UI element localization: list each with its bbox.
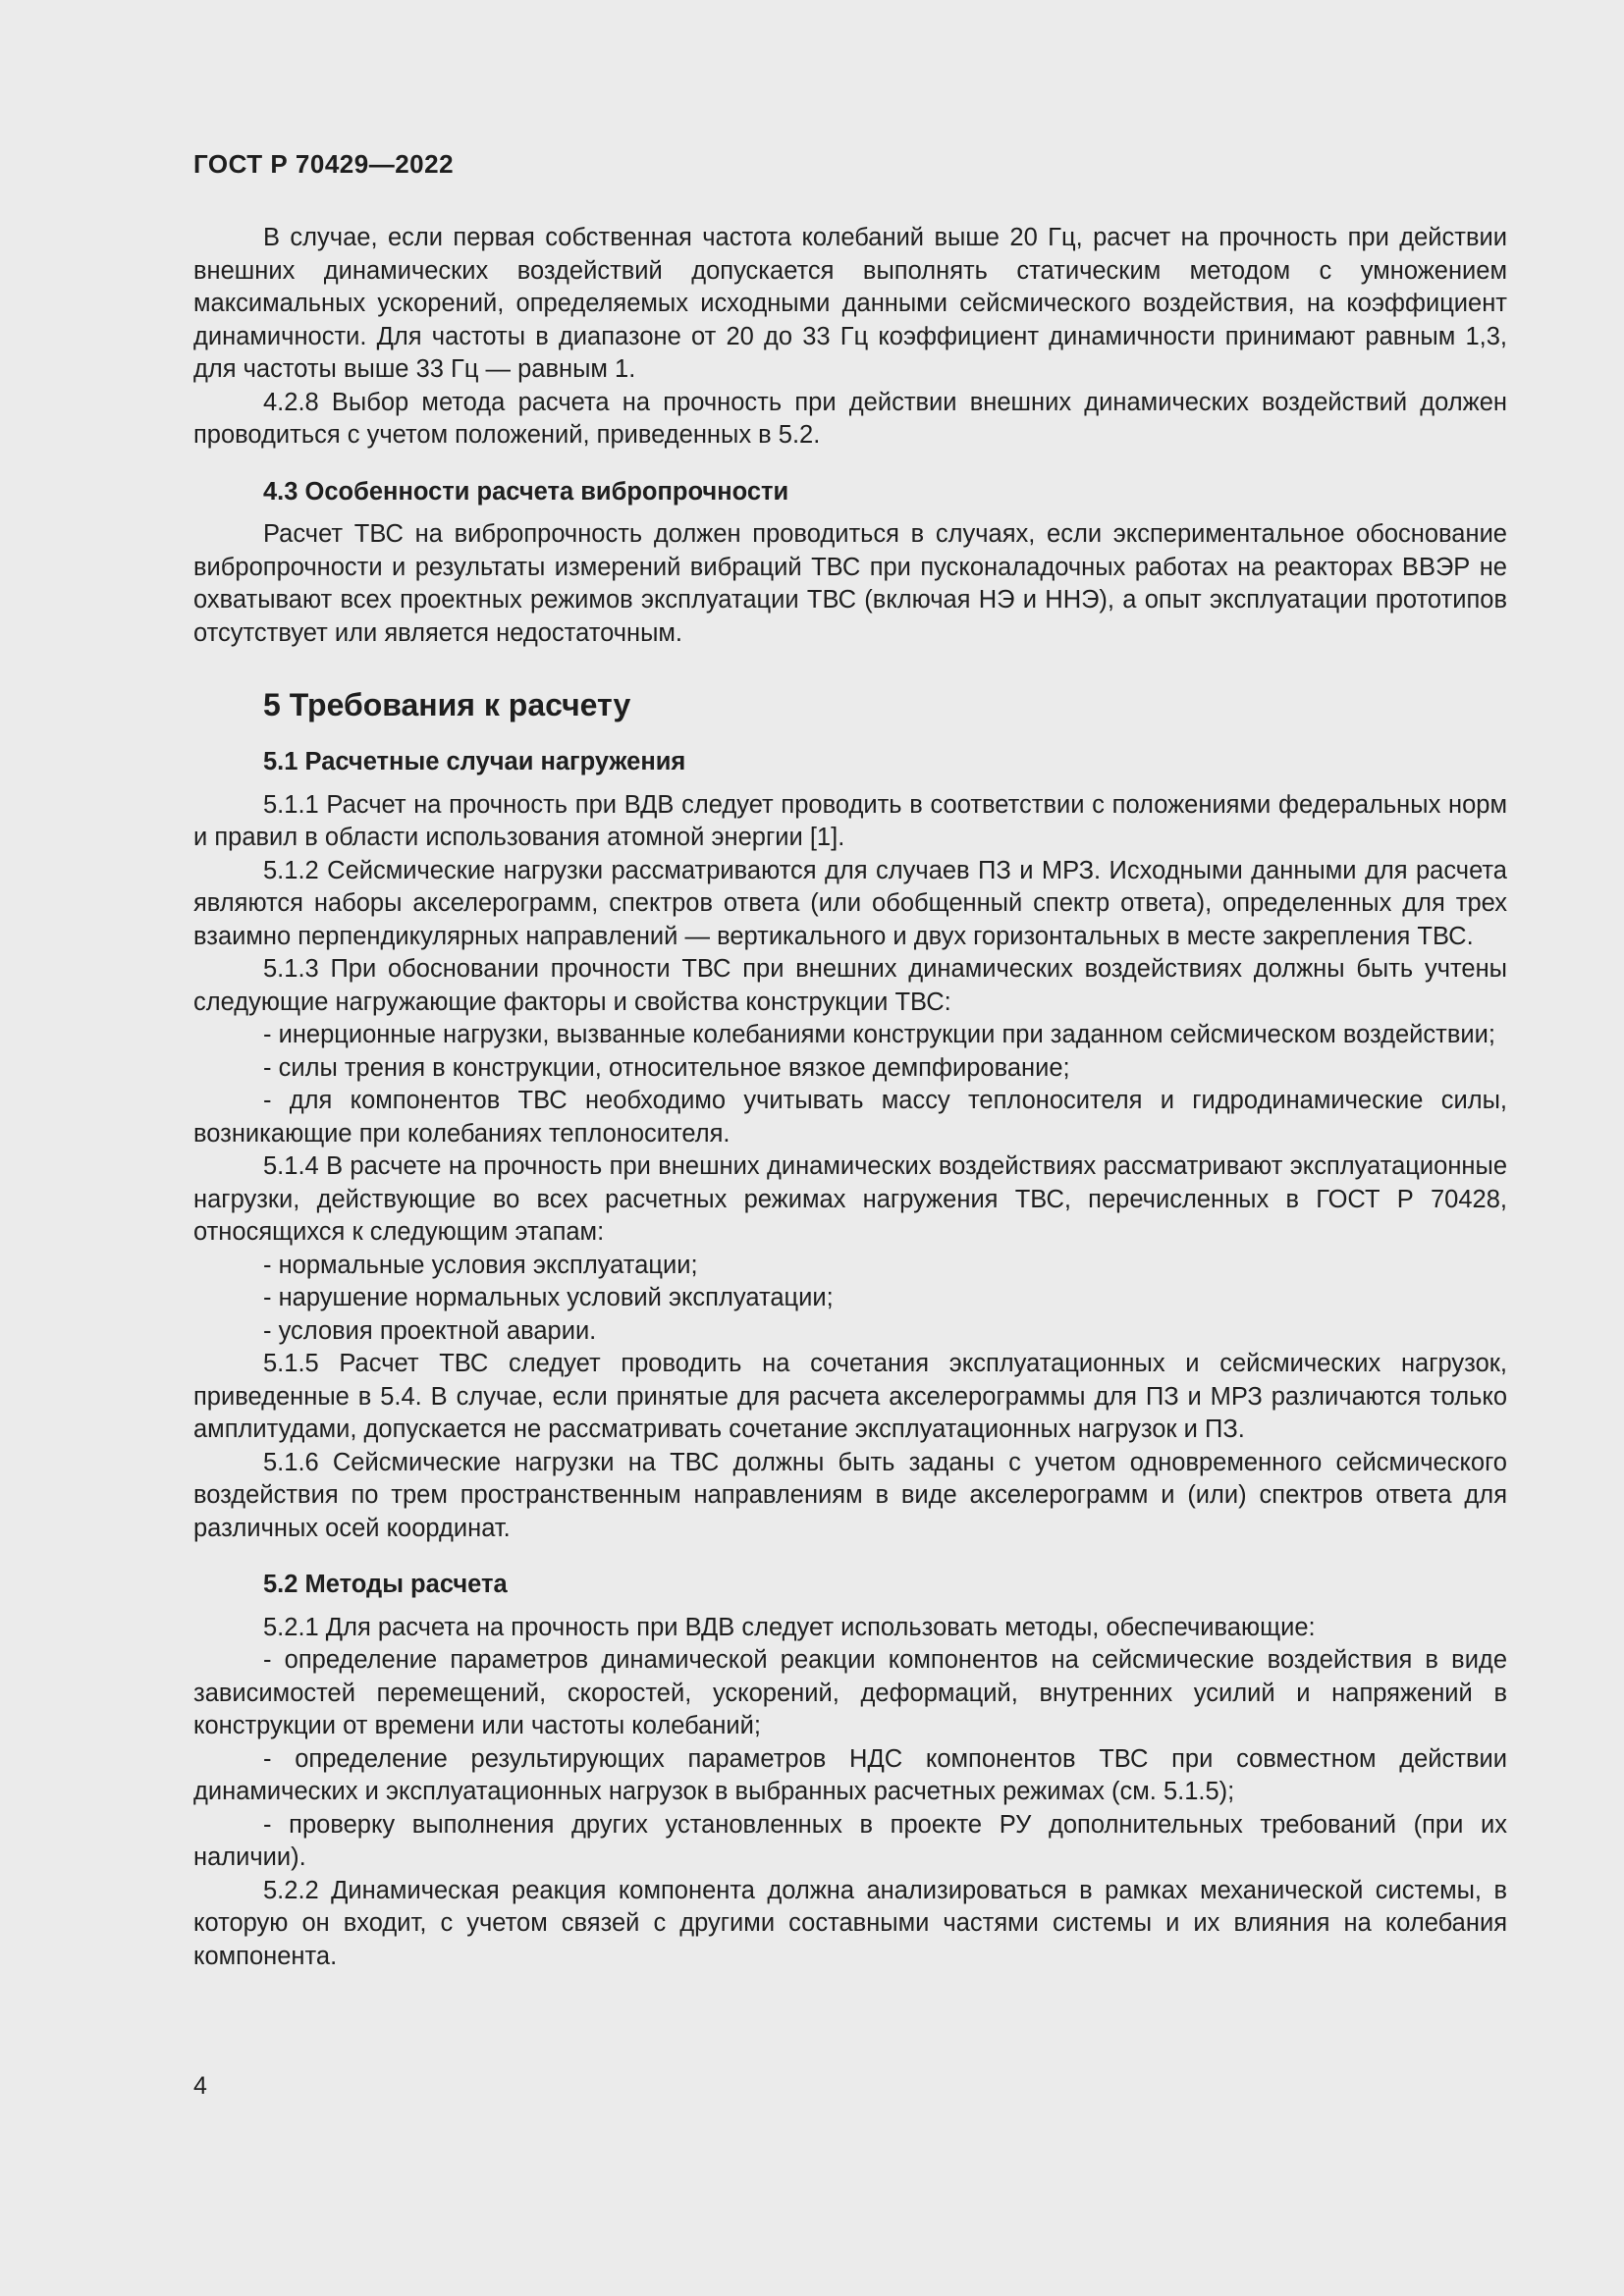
paragraph: 5.2.1 Для расчета на прочность при ВДВ следует использовать методы, обеспечивающие: — [263, 1613, 1316, 1641]
list-item: - нарушение нормальных условий эксплуатации; — [263, 1284, 834, 1311]
section-heading-5-2: 5.2 Методы расчета — [263, 1571, 508, 1598]
paragraph: 5.2.2 Динамическая реакция компонента должна анализироваться в рамках механической системы, в которую он входит, с учетом связей с другими составными частями системы и их влияния на колебания компонента. — [193, 1876, 1507, 1970]
paragraph: 4.2.8 Выбор метода расчета на прочность при действии внешних динамических воздействий должен проводиться с учетом положений, приведенных в 5.2. — [193, 388, 1507, 449]
list-item: - силы трения в конструкции, относительное вязкое демпфирование; — [263, 1053, 1070, 1082]
list-item: - для компонентов ТВС необходимо учитывать массу теплоносителя и гидродинамические силы, возникающие при колебаниях теплоносителя. — [193, 1087, 1507, 1148]
document-header: ГОСТ Р 70429—2022 — [193, 149, 455, 179]
paragraph: 5.1.4 В расчете на прочность при внешних динамических воздействиях рассматривают эксплуатационные нагрузки, действующие во всех расчетных режимах нагружения ТВС, перечисленных в ГОСТ Р 70428, относящихся к следующим этапам: — [193, 1152, 1507, 1246]
list-item: - определение результирующих параметров НДС компонентов ТВС при совместном действии динамических и эксплуатационных нагрузок в выбранных расчетных режимах (см. 5.1.5); — [193, 1744, 1507, 1805]
paragraph: 5.1.2 Сейсмические нагрузки рассматриваются для случаев ПЗ и МРЗ. Исходными данными для расчета являются наборы акселерограмм, спектров ответа (или обобщенный спектр ответа), определенных для трех взаимно перпендикулярных направлений — вертикального и двух горизонтальных в месте закрепления ТВС. — [193, 856, 1507, 950]
paragraph: В случае, если первая собственная частота колебаний выше 20 Гц, расчет на прочность при действии внешних динамических воздействий допускается выполнять статическим методом с умножением максимальных ускорений, определяемых исходными данными сейсмического воздействия, на коэффициент динамичности. Для частоты в диапазоне от 20 до 33 Гц коэффициент динамичности принимают равным 1,3, для частоты выше 33 Гц — равным 1. — [193, 224, 1507, 383]
list-item: - условия проектной аварии. — [263, 1316, 597, 1345]
document-body — [193, 222, 1507, 1973]
paragraph: 5.1.5 Расчет ТВС следует проводить на сочетания эксплуатационных и сейсмических нагрузок, приведенные в 5.4. В случае, если принятые для расчета акселерограммы для ПЗ и МРЗ различаются только амплитудами, допускается не рассматривать сочетание эксплуатационных нагрузок и ПЗ. — [193, 1350, 1507, 1443]
paragraph: 5.1.6 Сейсмические нагрузки на ТВС должны быть заданы с учетом одновременного сейсмического воздействия по трем пространственным направлениям в виде акселерограмм и (или) спектров ответа для различных осей координат. — [193, 1448, 1507, 1542]
page-number: 4 — [193, 2072, 207, 2100]
list-item: - инерционные нагрузки, вызванные колебаниями конструкции при заданном сейсмическом воздействии; — [263, 1021, 1495, 1048]
section-heading-4-3: 4.3 Особенности расчета вибропрочности — [263, 477, 789, 506]
paragraph: 5.1.1 Расчет на прочность при ВДВ следует проводить в соответствии с положениями федеральных норм и правил в области использования атомной энергии [1]. — [193, 790, 1507, 851]
paragraph: 5.1.3 При обосновании прочности ТВС при внешних динамических воздействиях должны быть учтены следующие нагружающие факторы и свойства конструкции ТВС: — [193, 955, 1507, 1016]
list-item: - проверку выполнения других установленных в проекте РУ дополнительных требований (при их наличии). — [193, 1810, 1507, 1871]
list-item: - нормальные условия эксплуатации; — [263, 1251, 698, 1279]
section-heading-5: 5 Требования к расчету — [263, 687, 631, 722]
list-item: - определение параметров динамической реакции компонентов на сейсмические воздействия в виде зависимостей перемещений, скоростей, ускорений, деформаций, внутренних усилий и напряжений в конструкции от времени или частоты колебаний; — [193, 1646, 1507, 1739]
document-page — [193, 0, 1507, 2296]
paragraph: Расчет ТВС на вибропрочность должен проводиться в случаях, если экспериментальное обоснование вибропрочности и результаты измерений вибраций ТВС при пусконаладочных работах на реакторах ВВЭР не охватывают всех проектных режимов эксплуатации ТВС (включая НЭ и ННЭ), а опыт эксплуатации прототипов отсутствует или является недостаточным. — [193, 520, 1507, 647]
section-heading-5-1: 5.1 Расчетные случаи нагружения — [263, 748, 686, 775]
